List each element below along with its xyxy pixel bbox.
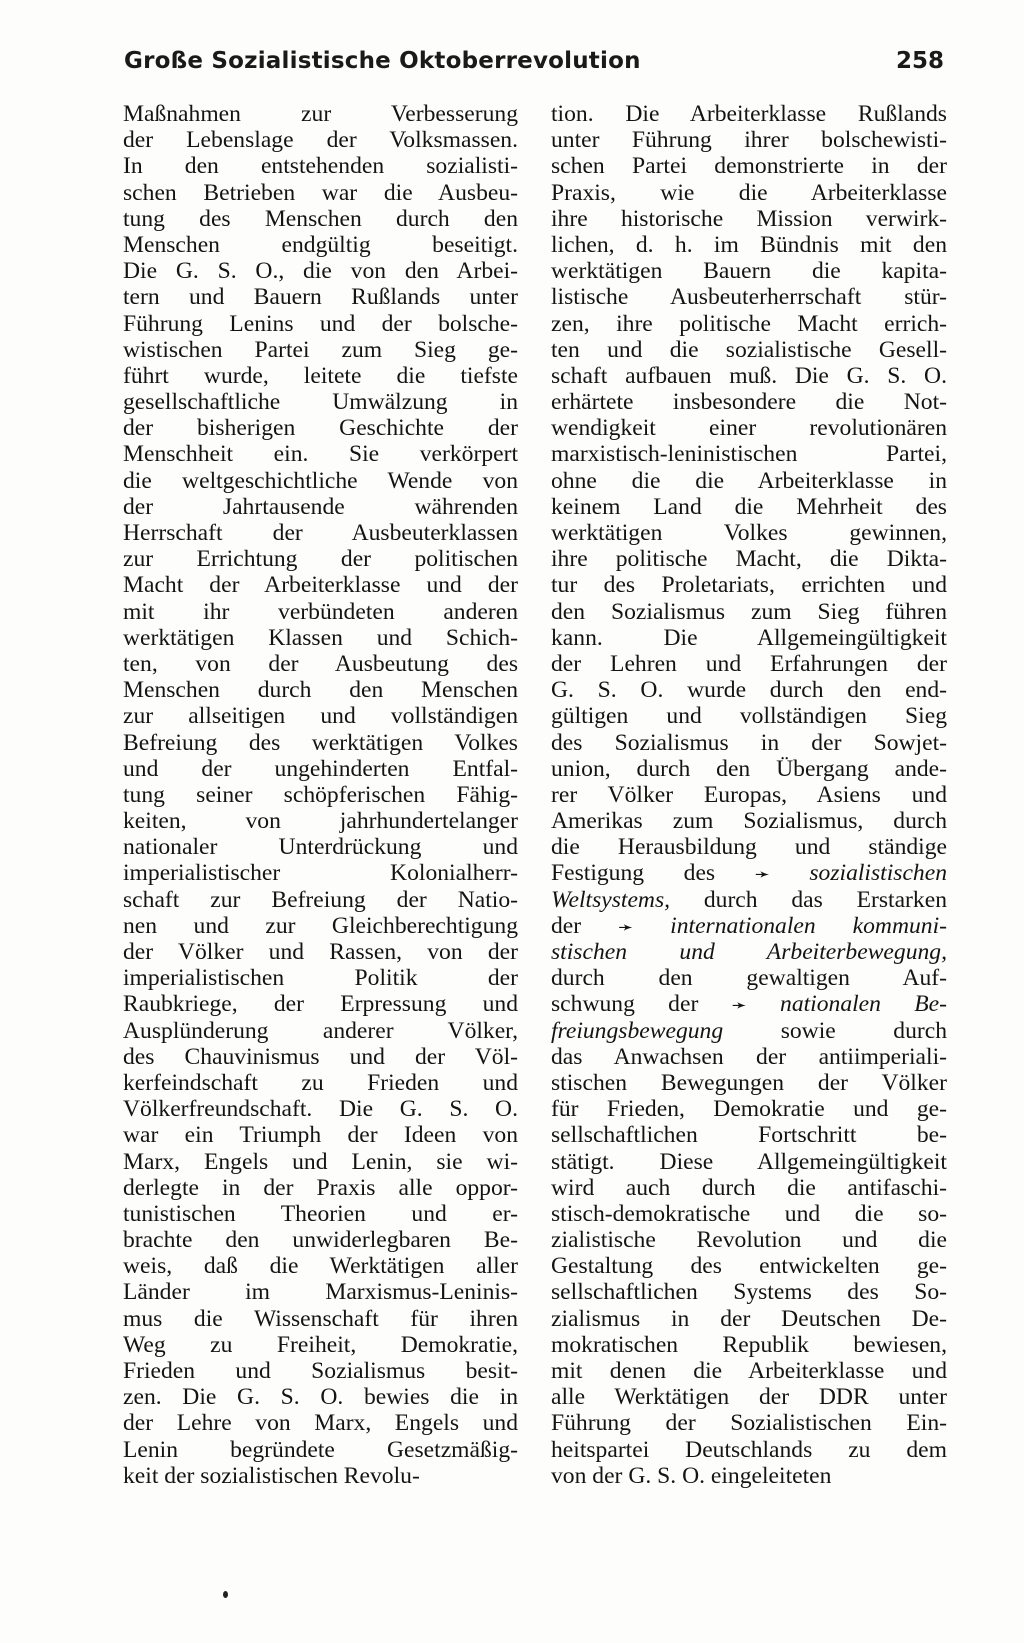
text-line: kann. Die Allgemeingültigkeit (551, 624, 947, 651)
text-line: Befreiung des werktätigen Volkes (123, 729, 518, 756)
text-line: die weltgeschichtliche Wende von (123, 467, 518, 494)
text-line: und der ungehinderten Entfal- (123, 755, 518, 782)
text-line: Herrschaft der Ausbeuterklassen (123, 520, 518, 546)
text-line: zialistische Revolution und die (551, 1227, 947, 1254)
text-line: Amerikas zum Sozialismus, durch (551, 808, 947, 835)
text-line: tunistischen Theorien und er- (123, 1200, 518, 1227)
text-line: werktätigen Volkes gewinnen, (551, 520, 947, 546)
text-line: heitspartei Deutschlands zu dem (551, 1436, 947, 1463)
text-line: durch den gewaltigen Auf- (551, 965, 947, 992)
text-line (551, 939, 947, 965)
text-line: Praxis, wie die Arbeiterklasse (551, 179, 947, 206)
text-line: das Anwachsen der antiimperiali- (551, 1043, 947, 1070)
text-line: erhärtete insbesondere die Not- (551, 389, 947, 416)
text-line: Länder im Marxismus-Leninis- (123, 1279, 518, 1306)
text-line: G. S. O. wurde durch den end- (551, 677, 947, 704)
text-line: Lenin begründete Gesetzmäßig- (123, 1436, 518, 1463)
text-line: keit der sozialistischen Revolu- (123, 1462, 420, 1489)
text-line: die Herausbildung und ständige (551, 834, 947, 861)
cross-reference-arrow-icon: ➛ (618, 916, 634, 938)
text-line: gültigen und vollständigen Sieg (551, 703, 947, 730)
text-line: ihre politische Macht, die Dikta- (551, 546, 947, 573)
text-line: Die G. S. O., die von den Arbei- (123, 258, 518, 285)
text-fragment: durch das Erstarken (670, 886, 947, 913)
text-line: des Sozialismus in der Sowjet- (551, 729, 947, 756)
text-line: marxistisch-leninistischen Partei, (551, 441, 947, 468)
text-fragment: Festigung des (551, 860, 755, 887)
text-line (551, 887, 947, 913)
text-line: der Jahrtausende währenden (123, 493, 518, 520)
text-line: schen Betrieben war die Ausbeu- (123, 179, 518, 206)
text-line: wird auch durch die antifaschi- (551, 1174, 947, 1201)
text-line: Menschheit ein. Sie verkörpert (123, 441, 518, 468)
page-number: 258 (895, 48, 944, 74)
text-line: tur des Proletariats, errichten und (551, 572, 947, 599)
print-speck (223, 1591, 228, 1598)
text-line: den Sozialismus zum Sieg führen (551, 598, 947, 625)
text-line: Raubkriege, der Erpressung und (123, 991, 518, 1018)
text-line: imperialistischen Politik der (123, 965, 518, 992)
text-line: tern und Bauern Rußlands unter (123, 284, 518, 311)
text-line: rer Völker Europas, Asiens und (551, 781, 947, 808)
text-line: Maßnahmen zur Verbesserung (123, 101, 518, 127)
text-line (551, 913, 947, 939)
text-line: tung des Menschen durch den (123, 205, 518, 232)
text-line: führt wurde, leitete die tiefste (123, 362, 518, 389)
text-line: kerfeindschaft zu Frieden und (123, 1069, 518, 1096)
text-line: mit denen die Arbeiterklasse und (551, 1358, 947, 1384)
text-line: Ausplünderung anderer Völker, (123, 1017, 518, 1044)
text-line: zen, ihre politische Macht errich- (551, 310, 947, 337)
text-line: alle Werktätigen der DDR unter (551, 1384, 947, 1411)
text-line: lichen, d. h. im Bündnis mit den (551, 231, 947, 258)
text-line: ten und die sozialistische Gesell- (551, 336, 947, 363)
cross-reference-term: stischen und Arbeiterbewegung, (551, 939, 947, 965)
text-fragment: sowie durch (723, 1017, 947, 1044)
text-line: der Lebenslage der Volksmassen. (123, 127, 518, 154)
text-line: Führung Lenins und der bolsche- (123, 310, 518, 337)
text-line: stätigt. Diese Allgemeingültigkeit (551, 1148, 947, 1175)
text-line: werktätigen Klassen und Schich- (123, 624, 518, 651)
text-line: wendigkeit einer revolutionären (551, 415, 947, 442)
text-line: tion. Die Arbeiterklasse Rußlands (551, 101, 947, 127)
text-line: Führung der Sozialistischen Ein- (551, 1410, 947, 1437)
text-line: union, durch den Übergang ande- (551, 755, 947, 782)
text-line: Menschen durch den Menschen (123, 677, 518, 704)
text-line: Völkerfreundschaft. Die G. S. O. (123, 1096, 518, 1123)
text-line: war ein Triumph der Ideen von (123, 1122, 518, 1149)
left-text-column (123, 101, 518, 1489)
text-line (551, 860, 947, 886)
cross-reference-arrow-icon: ➛ (754, 864, 770, 886)
text-line: sellschaftlichen Systems des So- (551, 1279, 947, 1306)
text-line: nen und zur Gleichberechtigung (123, 912, 518, 939)
text-line (551, 991, 947, 1017)
text-line: ten, von der Ausbeutung des (123, 650, 518, 677)
text-line: mokratischen Republik bewiesen, (551, 1331, 947, 1358)
text-line: keinem Land die Mehrheit des (551, 493, 947, 520)
text-line: schaft zur Befreiung der Natio- (123, 886, 518, 913)
text-line: tung seiner schöpferischen Fähig- (123, 781, 518, 808)
text-fragment: schwung der (551, 991, 732, 1018)
text-line: von der G. S. O. eingeleiteten (551, 1462, 832, 1489)
text-line: stisch-demokratische und die so- (551, 1200, 947, 1227)
text-line: stischen Bewegungen der Völker (551, 1069, 947, 1096)
text-line: der bisherigen Geschichte der (123, 415, 518, 442)
cross-reference-term: internationalen kommuni- (633, 912, 947, 939)
text-line: wistischen Partei zum Sieg ge- (123, 336, 518, 363)
text-line: sellschaftlichen Fortschritt be- (551, 1122, 947, 1149)
text-line: der Lehre von Marx, Engels und (123, 1410, 518, 1437)
text-line: der Lehren und Erfahrungen der (551, 650, 947, 677)
text-line: zur allseitigen und vollständigen (123, 703, 518, 730)
text-line: Gestaltung des entwickelten ge- (551, 1253, 947, 1280)
text-line: nationaler Unterdrückung und (123, 834, 518, 861)
text-line: zur Errichtung der politischen (123, 546, 518, 573)
text-line: gesellschaftliche Umwälzung in (123, 389, 518, 416)
text-line: weis, daß die Werktätigen aller (123, 1253, 518, 1280)
text-line: zen. Die G. S. O. bewies die in (123, 1384, 518, 1411)
cross-reference-term: nationalen Be- (746, 991, 947, 1018)
right-text-column (551, 101, 947, 1489)
text-line: werktätigen Bauern die kapita- (551, 258, 947, 285)
text-line: Macht der Arbeiterklasse und der (123, 572, 518, 599)
text-line: brachte den unwiderlegbaren Be- (123, 1227, 518, 1254)
text-line: Marx, Engels und Lenin, sie wi- (123, 1148, 518, 1175)
cross-reference-term: freiungsbewegung (551, 1017, 724, 1044)
text-line: schen Partei demonstrierte in der (551, 153, 947, 180)
cross-reference-term: Weltsystems, (551, 886, 671, 913)
text-line: für Frieden, Demokratie und ge- (551, 1096, 947, 1123)
text-line: Frieden und Sozialismus besit- (123, 1358, 518, 1384)
text-line: keiten, von jahrhundertelanger (123, 808, 518, 835)
running-head (124, 48, 944, 84)
cross-reference-arrow-icon: ➛ (731, 995, 747, 1017)
text-line: der Völker und Rassen, von der (123, 939, 518, 965)
text-fragment: der (551, 912, 619, 939)
text-line: zialismus in der Deutschen De- (551, 1305, 947, 1332)
text-line: Menschen endgültig beseitigt. (123, 231, 518, 258)
text-line: mus die Wissenschaft für ihren (123, 1305, 518, 1332)
text-line: imperialistischer Kolonialherr- (123, 860, 518, 887)
text-line: derlegte in der Praxis alle oppor- (123, 1174, 518, 1201)
text-line: mit ihr verbündeten anderen (123, 598, 518, 625)
cross-reference-term: sozialistischen (769, 860, 947, 887)
text-line: listische Ausbeuterherrschaft stür- (551, 284, 947, 311)
text-line: des Chauvinismus und der Völ- (123, 1043, 518, 1070)
text-line (551, 1018, 947, 1044)
text-line: In den entstehenden sozialisti- (123, 153, 518, 180)
running-head-title: Große Sozialistische Oktoberrevolution (124, 48, 641, 74)
text-line: ohne die die Arbeiterklasse in (551, 467, 947, 494)
text-line: schaft aufbauen muß. Die G. S. O. (551, 362, 947, 389)
text-line: ihre historische Mission verwirk- (551, 205, 947, 232)
text-line: Weg zu Freiheit, Demokratie, (123, 1331, 518, 1358)
text-line: unter Führung ihrer bolschewisti- (551, 127, 947, 154)
